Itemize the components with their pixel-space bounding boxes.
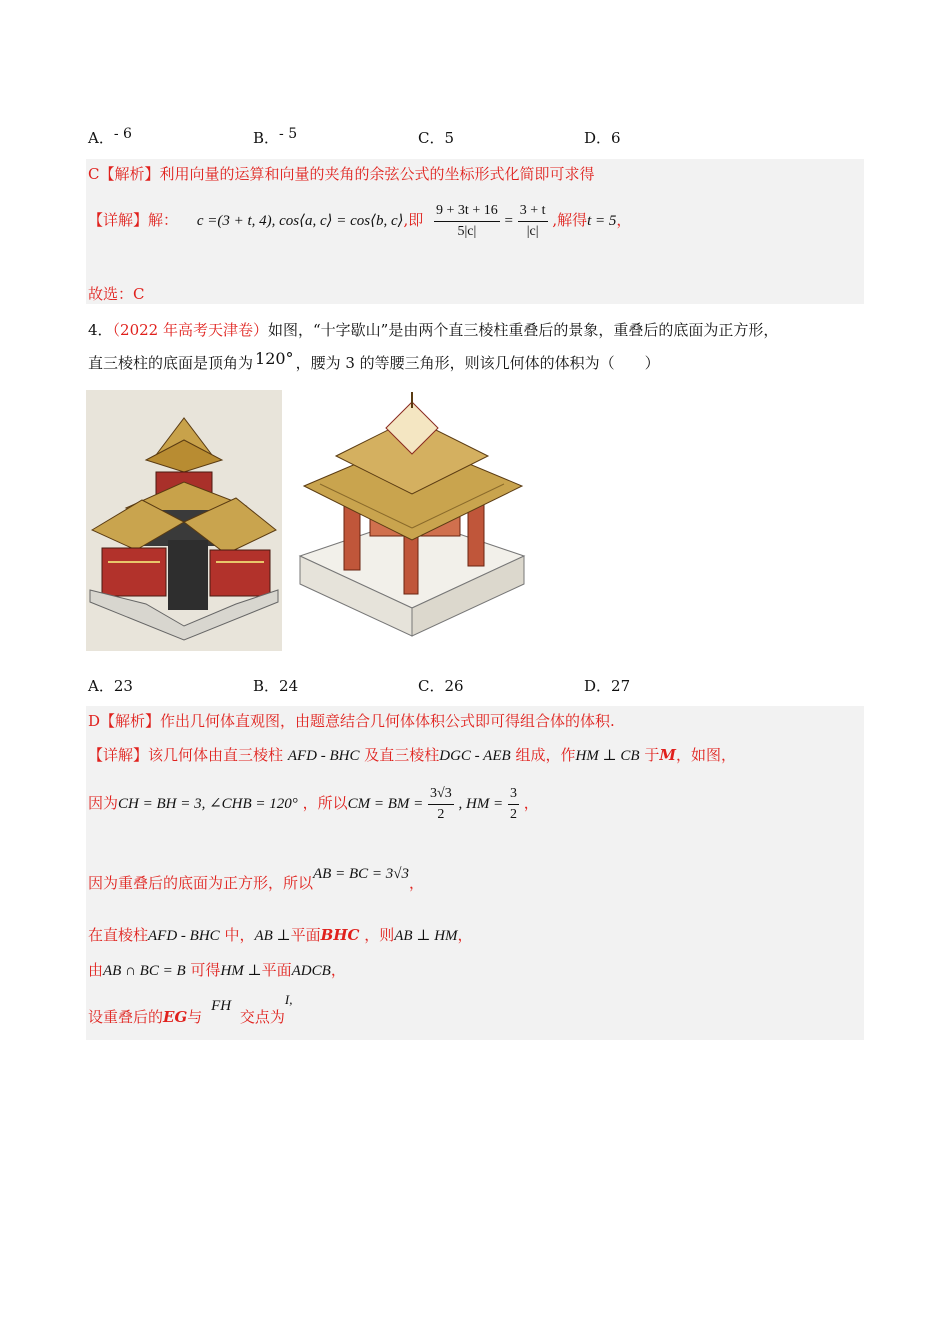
q4-analysis: D【解析】作出几何体直观图，由题意结合几何体体积公式即可得组合体的体积. <box>88 712 615 730</box>
q4-detail-line5: 由AB ∩ BC = B 可得HM ⊥平面ADCB， <box>88 961 346 979</box>
q4-fraction-hm: $\frac{3}{2}$ <box>509 785 517 822</box>
q4-solution-box <box>86 706 864 1040</box>
q3-fraction-left: $\frac{9 + 3t + 16}{5|c|}$ <box>436 202 498 239</box>
q3-option-d: D．6 <box>584 129 621 147</box>
q4-option-b: B．24 <box>253 677 299 695</box>
q3-analysis: C【解析】利用向量的运算和向量的夹角的余弦公式的坐标形式化简即可求得 <box>88 165 595 183</box>
q4-fraction-cm: $\frac{3√3}{2}$ <box>430 785 452 822</box>
q3-solution-box <box>86 159 864 304</box>
pavilion-illustration <box>286 388 538 651</box>
q3-option-c: C．5 <box>418 129 455 147</box>
q4-detail-line1: 【详解】该几何体由直三棱柱 AFD - BHC 及直三棱柱DGC - AEB 组成，作HM ⊥ CB 于M，如图， <box>88 746 736 764</box>
q4-stem-line2: 直三棱柱的底面是顶角为 120° ，腰为 3 的等腰三角形，则该几何体的体积为（ ） <box>88 349 660 372</box>
q4-stem-line1: 4．（2022 年高考天津卷）如图，“十字歇山”是由两个直三棱柱重叠后的景象，重叠后的底面为正方形， <box>88 321 779 339</box>
q4-option-d: D．27 <box>584 677 631 695</box>
q4-detail-line2: 因为CH = BH = 3, ∠CHB = 120° ，所以CM = BM = $\frac{3√3}{2}$ , HM = $\frac{3}{2}$ ， <box>88 780 539 826</box>
pavilion-cutaway-photo <box>86 390 282 651</box>
q3-detail: 【详解】解： c =(3 + t, 4), cos⟨a, c⟩ = cos⟨b, c⟩,即 $\frac{9 + 3t + 16}{5|c|}$ = $\frac{3 + t}{|c|}$ ,解得t = 5， <box>88 195 631 245</box>
q3-option-a: A．- 6 <box>88 126 132 147</box>
q3-option-b: B．- 5 <box>253 126 298 147</box>
q4-option-c: C．26 <box>418 677 464 695</box>
q4-detail-line3: 因为重叠后的底面为正方形，所以AB = BC = 3√3， <box>88 866 425 892</box>
q4-detail-line6: 设重叠后的EG与 FH 交点为I, <box>88 992 293 1026</box>
q3-answer: 故选：C <box>88 285 145 303</box>
q4-option-a: A．23 <box>88 677 133 695</box>
q4-detail-line4: 在直棱柱AFD - BHC 中，AB ⊥平面BHC ，则AB ⊥ HM， <box>88 926 473 944</box>
q3-fraction-right: $\frac{3 + t}{|c|}$ <box>519 202 546 239</box>
